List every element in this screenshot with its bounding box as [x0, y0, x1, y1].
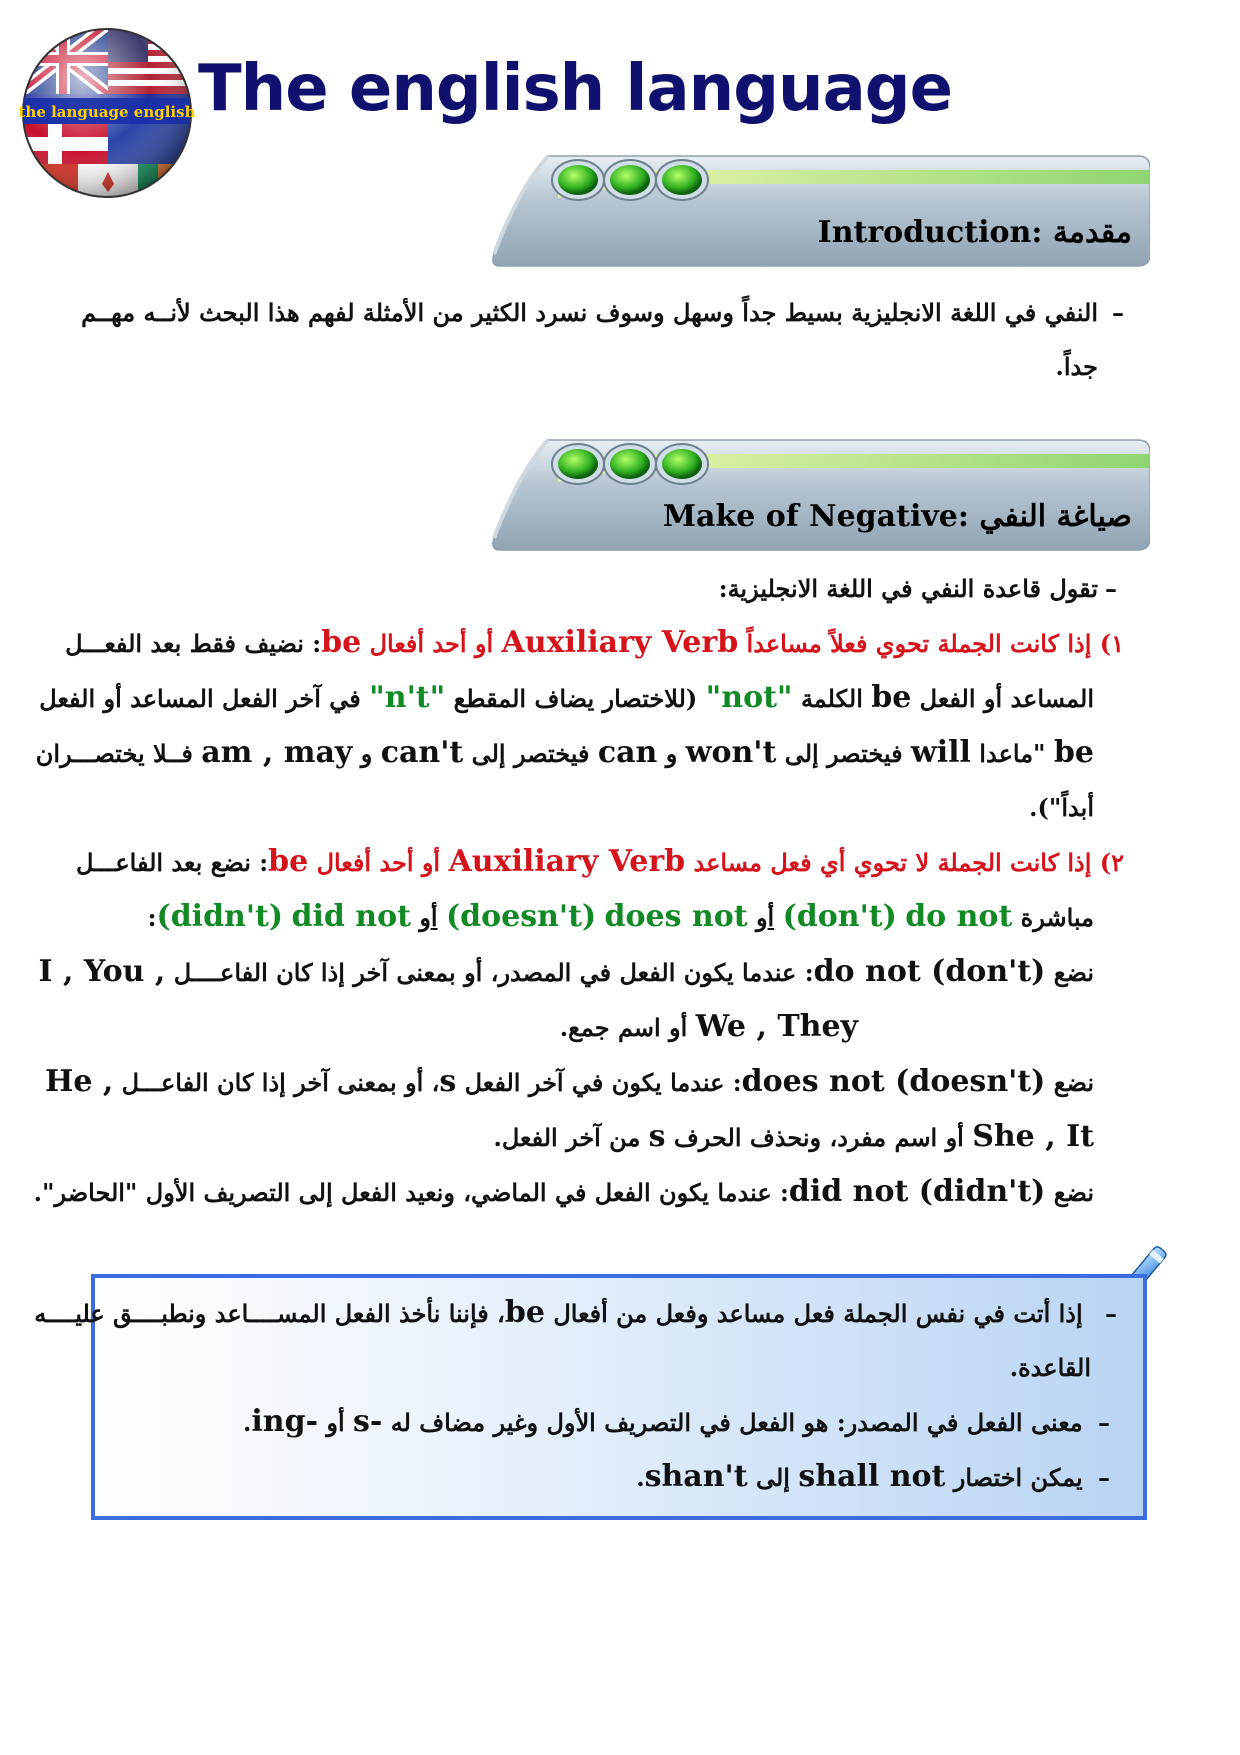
- rules-section: [33, 562, 1124, 1220]
- section-banner-negative: [488, 434, 1150, 552]
- dash-bullet: –: [1112, 298, 1124, 327]
- rule-1-line-1: ١) إذا كانت الجملة تحوي فعلاً مساعداً Auxiliary Verb أو أحد أفعال be: نضيف فقط بعد الفعـــل: [65, 625, 1124, 660]
- logo-text: the language english: [18, 103, 196, 121]
- does-not-line-1: نضع does not (doesn't): عندما يكون في آخر الفعل s، أو بمعنى آخر إذا كان الفاعـــل He ,: [44, 1064, 1094, 1099]
- rule-intro: تقول قاعدة النفي في اللغة الانجليزية:: [718, 574, 1098, 603]
- rule-1-line-3: be "ماعدا will فيختصر إلى won't و can فيختصر إلى can't و am , may فــلا يختصـــران: [35, 735, 1094, 770]
- intro-paragraph: [81, 286, 1124, 394]
- note-box: [34, 1274, 1147, 1520]
- note-3: – يمكن اختصار shall not إلى shan't.: [636, 1459, 1110, 1494]
- flags-globe-logo: [18, 24, 196, 202]
- does-not-line-2: She , It أو اسم مفرد، ونحذف الحرف s من آخر الفعل.: [493, 1119, 1094, 1154]
- page-title: The english language: [198, 52, 952, 126]
- note-1-line-2: القاعدة.: [1009, 1353, 1091, 1382]
- dash-bullet: –: [1105, 574, 1117, 603]
- note-body: [34, 1286, 1117, 1505]
- banner-title: مقدمة :Introduction: [817, 215, 1132, 250]
- rule-1-line-2: المساعد أو الفعل be الكلمة "not" (للاختصار يضاف المقطع "n't" في آخر الفعل المساعد أو الفعل: [39, 680, 1094, 715]
- note-1-line-1: – إذا أتت في نفس الجملة فعل مساعد وفعل من أفعال be، فإننا نأخذ الفعل المســــاعد ونطبــــق عليــــه: [34, 1295, 1117, 1330]
- did-not-line: نضع did not (didn't): عندما يكون الفعل في الماضي، ونعيد الفعل إلى التصريف الأول "الحاضر".: [33, 1174, 1094, 1209]
- intro-line-1: النفي في اللغة الانجليزية بسيط جداً وسهل وسوف نسرد الكثير من الأمثلة لفهم هذا البحث لأنــه مهــم: [81, 298, 1098, 327]
- do-not-line-2: We , They أو اسم جمع.: [559, 1009, 858, 1044]
- rule-2-line-1: ٢) إذا كانت الجملة لا تحوي أي فعل مساعد Auxiliary Verb أو أحد أفعال be: نضع بعد الفاعـــل: [76, 844, 1124, 879]
- banner-graphic: [488, 150, 1150, 268]
- section-banner-introduction: [488, 150, 1150, 268]
- rule-2-line-2: مباشرة do not (don't) أو does not (doesn't) أو did not (didn't):: [147, 899, 1094, 934]
- intro-line-2: جداً.: [1055, 352, 1098, 381]
- do-not-line-1: نضع do not (don't): عندما يكون الفعل في المصدر، أو بمعنى آخر إذا كان الفاعــــل I , You ,: [38, 954, 1094, 989]
- note-2: – معنى الفعل في المصدر: هو الفعل في التصريف الأول وغير مضاف له s- أو ing-.: [243, 1404, 1110, 1439]
- banner-graphic: [488, 434, 1150, 552]
- rule-1-line-4: أبداً").: [1029, 793, 1094, 822]
- banner-title: صياغة النفي :Make of Negative: [662, 499, 1132, 534]
